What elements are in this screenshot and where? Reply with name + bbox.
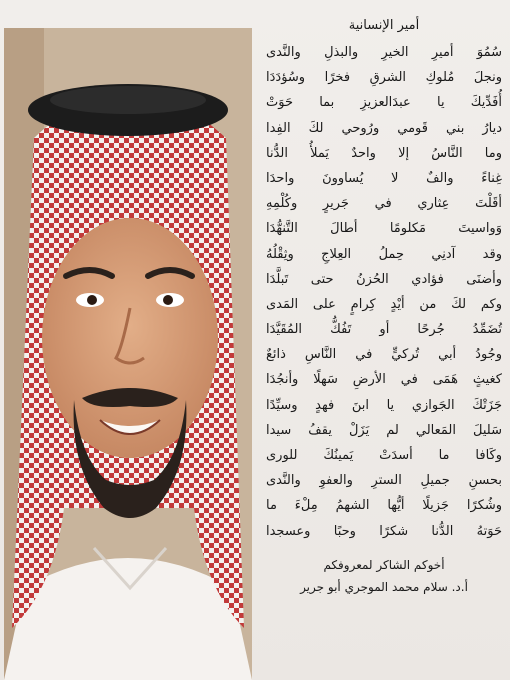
portrait-photo xyxy=(4,28,252,680)
poem-line: كغيثٍ هَمَى في الأرضِ سَهلًا وأنجُدَا xyxy=(266,372,502,388)
poem-line: أقَلْتَ عِثاري في جَريرٍ وكُلْمِهِ xyxy=(266,196,502,212)
poem-line: وكم لكَ من أيْدٍ كِرامٍ على المَدى xyxy=(266,296,502,312)
poem-line: وقد آدنِي حِملُ العِلاجِ وثِقْلُهُ xyxy=(266,246,502,262)
poem-lines xyxy=(262,40,506,544)
poem-line: بحسنِ جميلِ السترِ والعفوِ والنَّدى xyxy=(266,473,502,489)
poem-column xyxy=(262,16,506,676)
poem-line: حَوَتهُ الدُّنا شكرًا وحبًا وعسجدا xyxy=(266,523,502,539)
poem-line: وَواسيتَ مَكلومًا أطالَ التَّنهُّدَا xyxy=(266,221,502,237)
portrait-illustration xyxy=(4,28,252,680)
poem-line: غِناءً والفٌ لا يُساوونَ واحدَا xyxy=(266,170,502,186)
face-shape xyxy=(42,218,218,458)
poem-line: وأضنَى فؤادي الحُزنُ حتى تَبلَّدَا xyxy=(266,271,502,287)
poem-title: أمير الإنسانية xyxy=(348,18,420,33)
poem-line: جَزَتْكَ الجَوازي يا ابنَ فهدٍ وسيِّدًا xyxy=(266,397,502,413)
signature-block xyxy=(262,554,506,598)
poem-line: ديارُ بني قَومي ورُوحي لكَ الفِدا xyxy=(266,120,502,136)
signature-author: أ.د. سلام محمد الموجري أبو جرير xyxy=(300,579,468,594)
poem-line: وكَافا ما أسدَتْ يَمينُكَ للورى xyxy=(266,448,502,463)
poem-line: وشُكرًا جَزيلًا أيُّها الشهمُ مِلْءَ ما xyxy=(266,498,502,514)
poem-line: تُضَمِّدُ جُرحًا أو تَفُكُّ المُقَيَّدَا xyxy=(266,322,502,338)
poem-line: أُفَدِّيكَ يا عبدَالعزيزِ بما حَوَتْ xyxy=(266,95,502,111)
signature-closing: أخوكم الشاكر لمعروفكم xyxy=(323,557,445,572)
poem-line: سَليلَ المَعالي لم يَزَلْ يقفُ سيدا xyxy=(266,422,502,438)
poem-line: وما النَّاسُ إلا واحدٌ يَملأُ الدُّنا xyxy=(266,145,502,161)
poem-line: سُمُوَ أميرِ الخيرِ والبذلِ والنَّدى xyxy=(266,45,502,60)
poem-line: ونجلَ مُلوكِ الشرقِ فخرًا وسُؤدَدَا xyxy=(266,70,502,86)
poem-line: وجُودُ أبي تُركيٍّ في النَّاسِ ذائعٌ xyxy=(266,347,502,363)
